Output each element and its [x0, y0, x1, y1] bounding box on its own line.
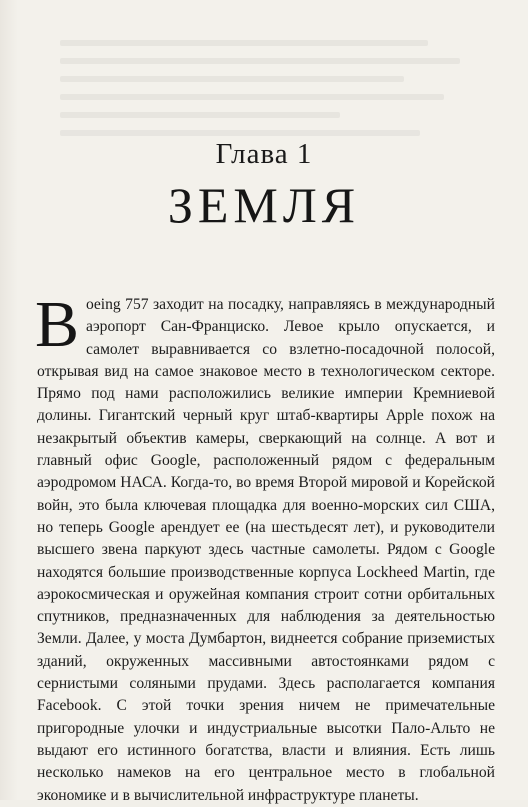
body-paragraph	[35, 288, 495, 807]
chapter-label: Глава 1	[215, 138, 313, 170]
drop-cap: B	[35, 288, 80, 361]
chapter-title: ЗЕМЛЯ	[167, 177, 361, 233]
body-paragraph-text: oeing 757 заходит на посадку, направляясь в международный аэропорт Сан-Франциско. Левое крыло опускается, и самолет выравнивается со взлетно-посадочной полосой, открывая вид на самое знаковое место в технологическом секторе. Прямо под нами расположились великие империи Кремниевой долины. Гигантский черный круг штаб-квартиры Apple похож на незакрытый объектив камеры, сверкающий на солнце. А вот и главный офис Google, расположенный рядом с федеральным аэродромом НАСА. Когда-то, во время Второй мировой и Корейской войн, это была ключевая площадка для военно-морских сил США, но теперь Google арендует ее (на шестьдесят лет), и руководители высшего звена паркуют здесь частные самолеты. Рядом с Google находятся большие производственные корпуса Lockheed Martin, где аэрокосмическая и оружейная компания строит сотни орбитальных спутников, предназначенных для наблюдения за деятельностью Земли. Далее, у моста Думбартон, виднеется собрание приземистых зданий, окруженных массивными автостоянками рядом с сернистыми соляными прудами. Здесь располагается компания Facebook. С этой точки зрения ничем не примечательные пригородные улочки и индустриальные высотки Пало-Альто не выдают его истинного богатства, власти и влияния. Есть лишь несколько намеков на его центральное место в глобальной экономике и в вычислительной инфраструктуре планеты.	[37, 296, 495, 804]
